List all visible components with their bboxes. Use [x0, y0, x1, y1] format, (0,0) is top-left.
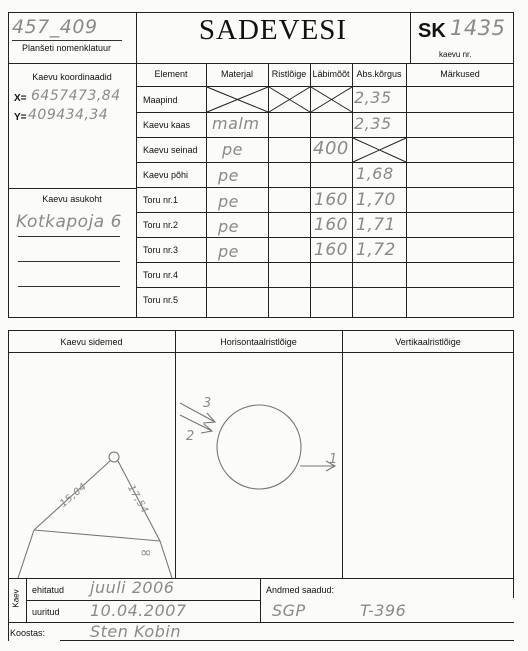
distance-right: 17,54 [125, 483, 151, 516]
well-section-circle [217, 405, 301, 489]
kaev-label: Kaev [11, 589, 21, 608]
andmed-label: Andmed saadud: [266, 585, 335, 595]
building-edge-right [160, 541, 172, 578]
col-header-materjal: Materjal [220, 69, 253, 79]
y-value: 409434,34 [28, 107, 109, 123]
bottom-symbol: ∞ [140, 545, 153, 561]
col-header-markused: Märkused [440, 69, 480, 79]
abs-toru-3: 1,72 [356, 240, 396, 260]
row-label-toru-3: Toru nr.3 [143, 245, 179, 255]
kaevu-nr-label: kaevu nr. [439, 50, 472, 59]
abs-toru-2: 1,71 [356, 215, 396, 235]
location-label: Kaevu asukoht [42, 194, 102, 204]
col-header-labimoot: Läbimõõt [312, 69, 350, 79]
well-marker-icon [109, 452, 119, 462]
materjal-kaevu-pohi: pe [218, 166, 239, 185]
koostas-label: Koostas: [10, 628, 46, 638]
andmed-value-1: SGP [272, 601, 306, 620]
sk-prefix: SK [418, 20, 446, 42]
andmed-value-2: T-396 [360, 601, 407, 620]
labimoot-toru-3: 160 [314, 240, 348, 260]
materjal-kaevu-kaas: malm [212, 114, 260, 133]
page-title: SADEVESI [198, 14, 348, 46]
labimoot-toru-2: 160 [314, 215, 348, 235]
row-label-kaevu-seinad: Kaevu seinad [143, 145, 198, 155]
vertikaal-label: Vertikaalristlõige [395, 337, 461, 347]
horisontaal-label: Horisontaalristlõige [220, 337, 297, 347]
row-label-kaevu-kaas: Kaevu kaas [143, 120, 191, 130]
ehitatud-value: juuli 2006 [90, 578, 175, 597]
building-edge-top [34, 530, 160, 541]
location-value: Kotkapoja 6 [16, 212, 122, 232]
abs-kaevu-pohi: 1,68 [356, 164, 394, 183]
sidemed-label: Kaevu sidemed [60, 337, 123, 347]
row-label-toru-2: Toru nr.2 [143, 220, 179, 230]
materjal-toru-2: pe [218, 217, 239, 236]
abs-toru-1: 1,70 [356, 190, 396, 210]
coordinates-label: Kaevu koordinaadid [32, 72, 112, 82]
distance-left: 15,04 [58, 481, 90, 510]
uuritud-value: 10.04.2007 [90, 601, 187, 620]
building-edge-left [18, 530, 34, 578]
col-header-element: Element [154, 69, 188, 79]
pipe-2-label: 2 [186, 429, 195, 444]
abs-kaevu-kaas: 2,35 [354, 114, 392, 133]
materjal-kaevu-seinad: pe [222, 140, 243, 159]
materjal-toru-1: pe [218, 192, 239, 211]
row-label-toru-1: Toru nr.1 [143, 195, 179, 205]
pipe-1-label: 1 [329, 452, 338, 467]
row-label-maapind: Maapind [143, 95, 178, 105]
y-prefix: Y= [14, 112, 27, 123]
row-label-toru-5: Toru nr.5 [143, 295, 179, 305]
row-label-toru-4: Toru nr.4 [143, 270, 179, 280]
abs-maapind: 2,35 [354, 88, 392, 107]
col-header-ristloige: Ristlõige [271, 69, 307, 79]
labimoot-kaevu-seinad: 400 [313, 138, 349, 159]
x-prefix: X= [14, 93, 27, 104]
x-value: 6457473,84 [31, 88, 121, 104]
materjal-toru-3: pe [218, 242, 239, 261]
koostas-value: Sten Kobin [90, 622, 181, 641]
plansheet-value: 457_409 [12, 16, 98, 38]
pipe-3-label: 3 [203, 396, 212, 411]
plansheet-label: Planšeti nomenklatuur [22, 43, 112, 53]
ehitatud-label: ehitatud [32, 585, 65, 595]
uuritud-label: uuritud [32, 607, 60, 617]
sk-value: 1435 [450, 16, 506, 40]
labimoot-toru-1: 160 [314, 190, 348, 210]
col-header-abs: Abs.kõrgus [356, 69, 402, 79]
row-label-kaevu-pohi: Kaevu põhi [143, 170, 189, 180]
